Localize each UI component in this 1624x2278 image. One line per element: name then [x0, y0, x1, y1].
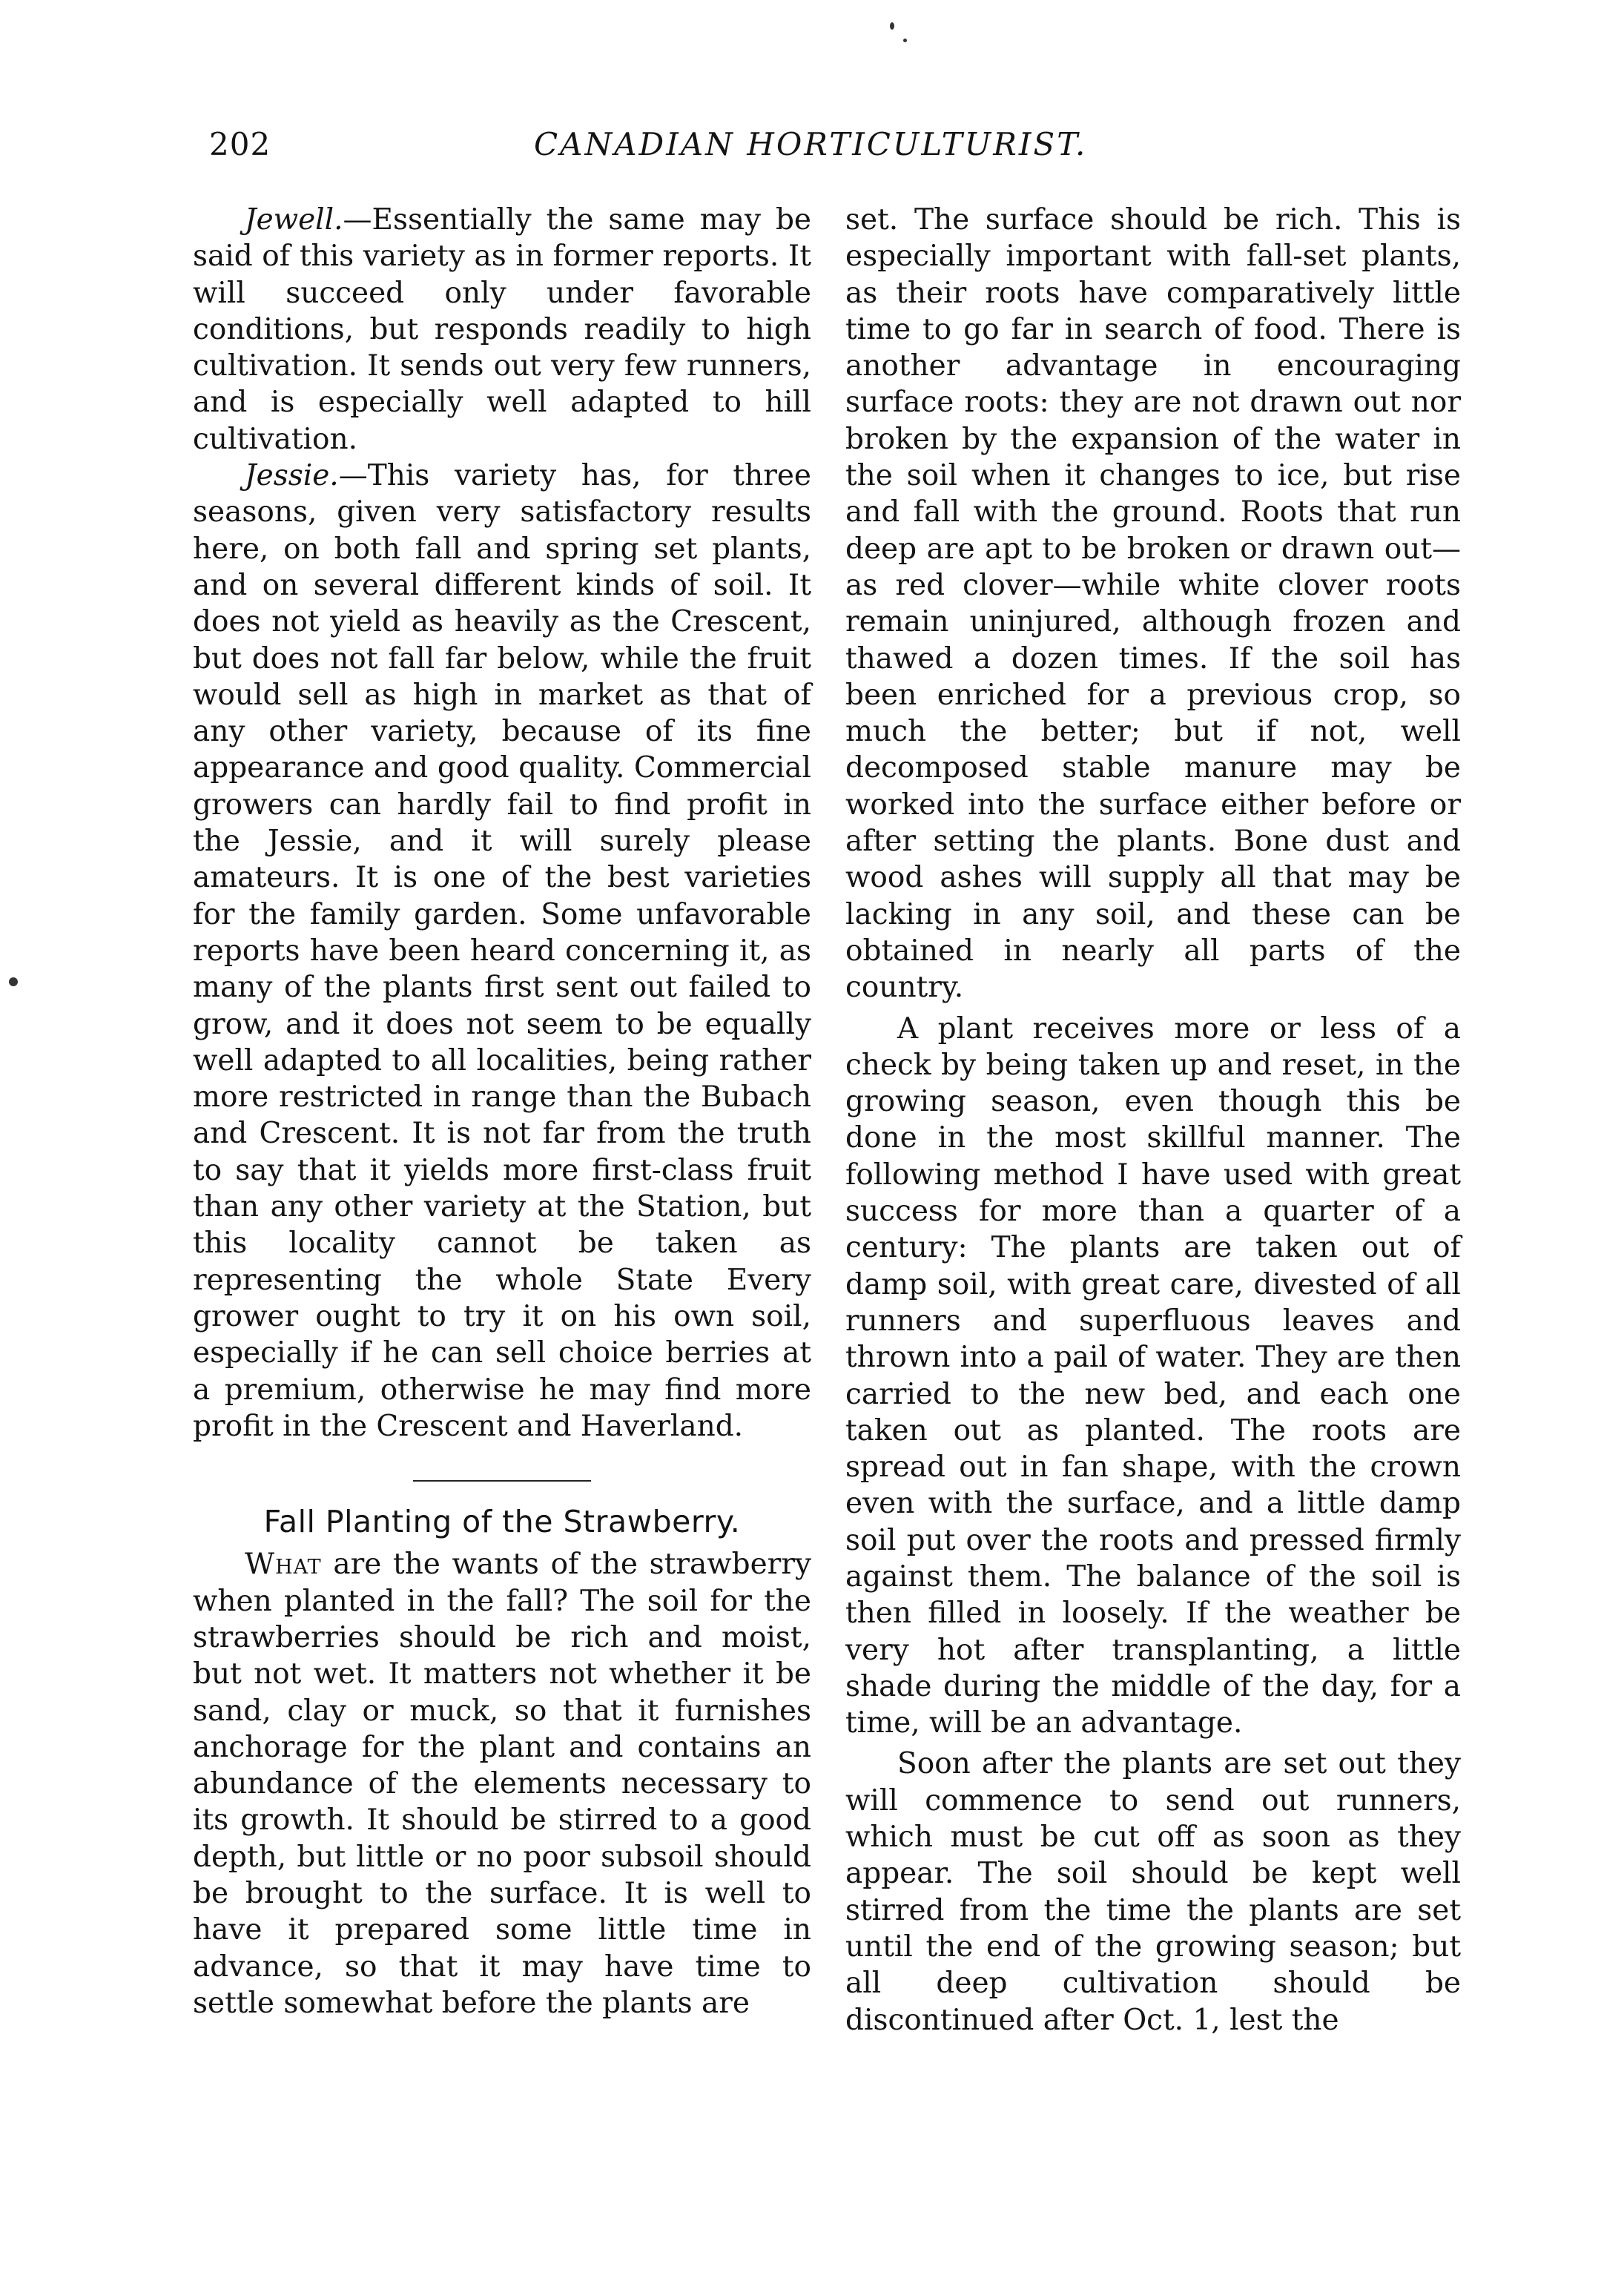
paragraph-fall-planting: [193, 1546, 811, 2021]
variety-name-jewell: Jewell.: [245, 203, 343, 237]
lead-word: What: [245, 1548, 322, 1582]
paragraph-text: are the wants of the strawberry when planted in the fall? The soil for the strawberries should be rich and moist, but not wet. It matters not whether it be sand, clay or muck, so that it furnishes anchorage for the plant and contains an abundance of the elements necessary to its growth. It should be stirred to a good depth, but little or no poor subsoil should be brought to the surface. It is well to have it prepared some little time in advance, so that it may have time to settle somewhat before the plants are: [193, 1548, 811, 2020]
paragraph-runners: Soon after the plants are set out they will commence to send out runners, which must be cut off as soon as they appear. The soil should be kept well stirred from the time the plants are set until the end of the growing season; but all deep cultivation should be discontinued after Oct. 1, lest the: [845, 1747, 1461, 2037]
section-heading: Fall Planting of the Strawberry.: [263, 1504, 741, 1540]
scan-speck: [9, 977, 18, 986]
paragraph-text: —This variety has, for three seasons, given very satisfactory results here, on both fall and spring set plants, and on several different kinds of soil. It does not yield as heavily as the Crescent, but does not fall far below, while the fruit would sell as high in market as that of any other variety, because of its fine appearance and good quality. Commercial growers can hardly fail to find profit in the Jessie, and it will surely please amateurs. It is one of the best varieties for the family garden. Some unfavorable reports have been heard concerning it, as many of the plants first sent out failed to grow, and it does not seem to be equally well adapted to all localities, being rather more restricted in range than the Bubach and Crescent. It is not far from the truth to say that it yields more first-class fruit than any other variety at the Station, but this locality cannot be taken as representing the whole State Every grower ought to try it on his own soil, especially if he can sell choice berries at a premium, otherwise he may find more profit in the Crescent and Haverland.: [193, 459, 811, 1443]
paragraph-text: —Essentially the same may be said of this variety as in former reports. It will succeed only under favorable conditions, but responds readily to high cultivation. It sends out very few runners, and is especially well adapted to hill cultivation.: [193, 203, 811, 456]
scan-speck: [903, 39, 907, 42]
right-column: [845, 202, 1461, 2038]
scan-speck: [890, 22, 894, 30]
paragraph-transplanting: A plant receives more or less of a check by being taken up and reset, in the growing season, even though this be done in the most skillful manner. The following method I have used with great success for more than a quarter of a century: The plants are taken out of damp soil, with great care, divested of all runners and superfluous leaves and thrown into a pail of water. They are then carried to the new bed, and each one taken out as planted. The roots are spread out in fan shape, with the crown even with the surface, and a little damp soil put over the roots and pressed firmly against them. The balance of the soil is then filled in loosely. If the weather be very hot after transplanting, a little shade during the middle of the day, for a time, will be an advantage.: [845, 1011, 1461, 1740]
paragraph-jessie: [193, 458, 811, 1445]
running-title: CANADIAN HORTICULTURIST.: [534, 126, 1088, 162]
page-number: 202: [209, 126, 271, 162]
paragraph-continuation: set. The surface should be rich. This is especially important with fall-set plants, as their roots have comparatively little time to go far in search of food. There is another advantage in encouraging surface roots: they are not drawn out nor broken by the expansion of the water in the soil when it changes to ice, but rise and fall with the ground. Roots that run deep are apt to be broken or drawn out—as red clover—while white clover roots remain uninjured, although frozen and thawed a dozen times. If the soil has been enriched for a previous crop, so much the better; but if not, well decomposed stable manure may be worked into the surface either before or after setting the plants. Bone dust and wood ashes will supply all that may be lacking in any soil, and these can be obtained in nearly all parts of the country.: [845, 203, 1461, 1005]
section-divider: [413, 1480, 591, 1485]
paragraph-jewell: [193, 202, 811, 458]
left-column: [193, 202, 811, 2021]
variety-name-jessie: Jessie.: [245, 459, 339, 493]
